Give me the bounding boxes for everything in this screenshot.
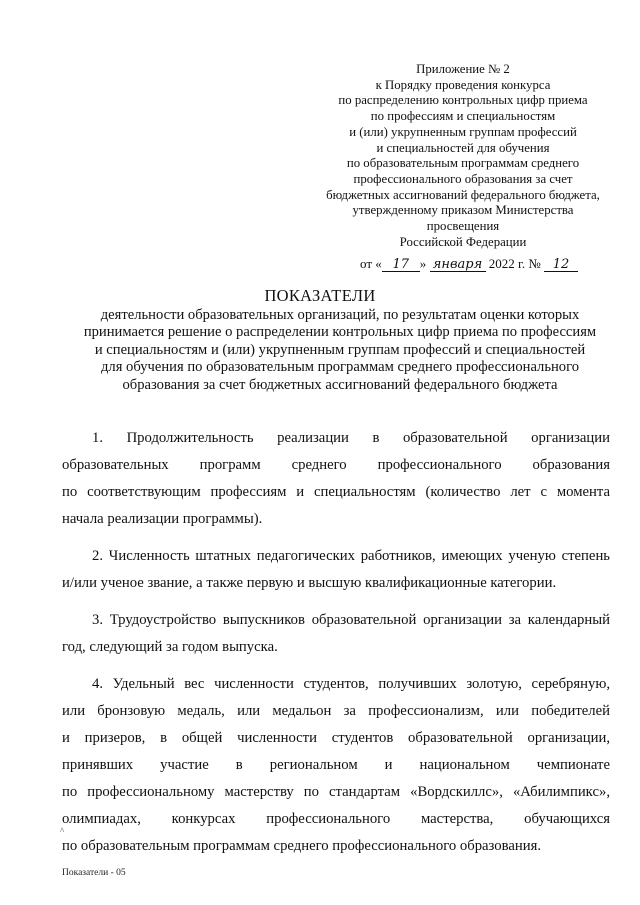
handwritten-month: января [430, 258, 486, 272]
subtitle-line: образования за счет бюджетных ассигнований федерального бюджета [122, 376, 558, 393]
indicators-list [62, 425, 610, 870]
paragraph-line: начала реализации программы). [62, 511, 263, 527]
date-year: 2022 г. № [488, 256, 541, 271]
page-mark: ^ [60, 826, 65, 836]
paragraph-line: 1. Продолжительность реализации в образовательной организации [92, 430, 610, 446]
document-title: ПОКАЗАТЕЛИ [264, 286, 376, 305]
appendix-line: по профессиям и специальностям [370, 109, 556, 124]
appendix-line: Российской Федерации [399, 234, 527, 249]
subtitle-line: принимается решение о распределении контрольных цифр приема по профессиям [83, 324, 597, 341]
date-prefix: от « [360, 256, 382, 271]
paragraph-line: по профессиональному мастерству по стандартам «Вордскиллс», «Абилимпикс», [62, 784, 610, 800]
order-date-line [360, 256, 620, 272]
paragraph-line: по соответствующим профессиям и специальностям (количество лет с момента [62, 484, 610, 500]
indicator-item-3 [62, 607, 610, 661]
appendix-line: бюджетных ассигнований федерального бюджета, [326, 187, 600, 202]
appendix-line: по образовательным программам среднего [346, 156, 580, 171]
paragraph-line: принявших участие в региональном и национальном чемпионате [62, 757, 610, 773]
appendix-line: Приложение № 2 [416, 62, 510, 76]
paragraph-line: олимпиадах, конкурсах профессионального мастерства, обучающихся [62, 811, 610, 827]
indicator-item-1 [62, 425, 610, 533]
paragraph-line: год, следующий за годом выпуска. [62, 639, 278, 655]
appendix-line: и (или) укрупненным группам профессий [349, 124, 577, 139]
paragraph-line: и/или ученое звание, а также первую и высшую квалификационные категории. [62, 575, 557, 591]
document-subtitle [70, 307, 610, 394]
paragraph-line: 3. Трудоустройство выпускников образовательной организации за календарный [92, 612, 610, 628]
appendix-line: по распределению контрольных цифр приема [338, 93, 588, 108]
paragraph-line: 2. Численность штатных педагогических работников, имеющих ученую степень [92, 548, 610, 564]
handwritten-order-number: 12 [544, 258, 578, 272]
indicator-item-4 [62, 671, 610, 860]
appendix-line: профессионального образования за счет [353, 171, 573, 186]
paragraph-line: 4. Удельный вес численности студентов, получивших золотую, серебряную, [92, 676, 610, 692]
page-footer: Показатели - 05 [62, 868, 126, 878]
subtitle-line: деятельности образовательных организаций, по результатам оценки которых [100, 307, 580, 323]
appendix-line: к Порядку проведения конкурса [375, 77, 551, 92]
handwritten-day: 17 [382, 258, 420, 272]
subtitle-line: для обучения по образовательным программам среднего профессионального [100, 359, 580, 376]
appendix-block [318, 62, 608, 250]
paragraph-line: образовательных программ среднего профессионального образования [62, 457, 610, 473]
appendix-line: и специальностей для обучения [376, 140, 550, 155]
subtitle-line: и специальностям и (или) укрупненным группам профессий и специальностей [94, 341, 586, 358]
appendix-line: утвержденному приказом Министерства [352, 203, 574, 218]
paragraph-line: и призеров, в общей численности студентов образовательной организации, [62, 730, 610, 746]
paragraph-line: по образовательным программам среднего профессионального образования. [62, 838, 542, 854]
indicator-item-2 [62, 543, 610, 597]
appendix-line: просвещения [426, 219, 500, 234]
date-mid: » [419, 256, 427, 271]
paragraph-line: или бронзовую медаль, или медальон за профессионализм, или победителей [62, 703, 610, 719]
